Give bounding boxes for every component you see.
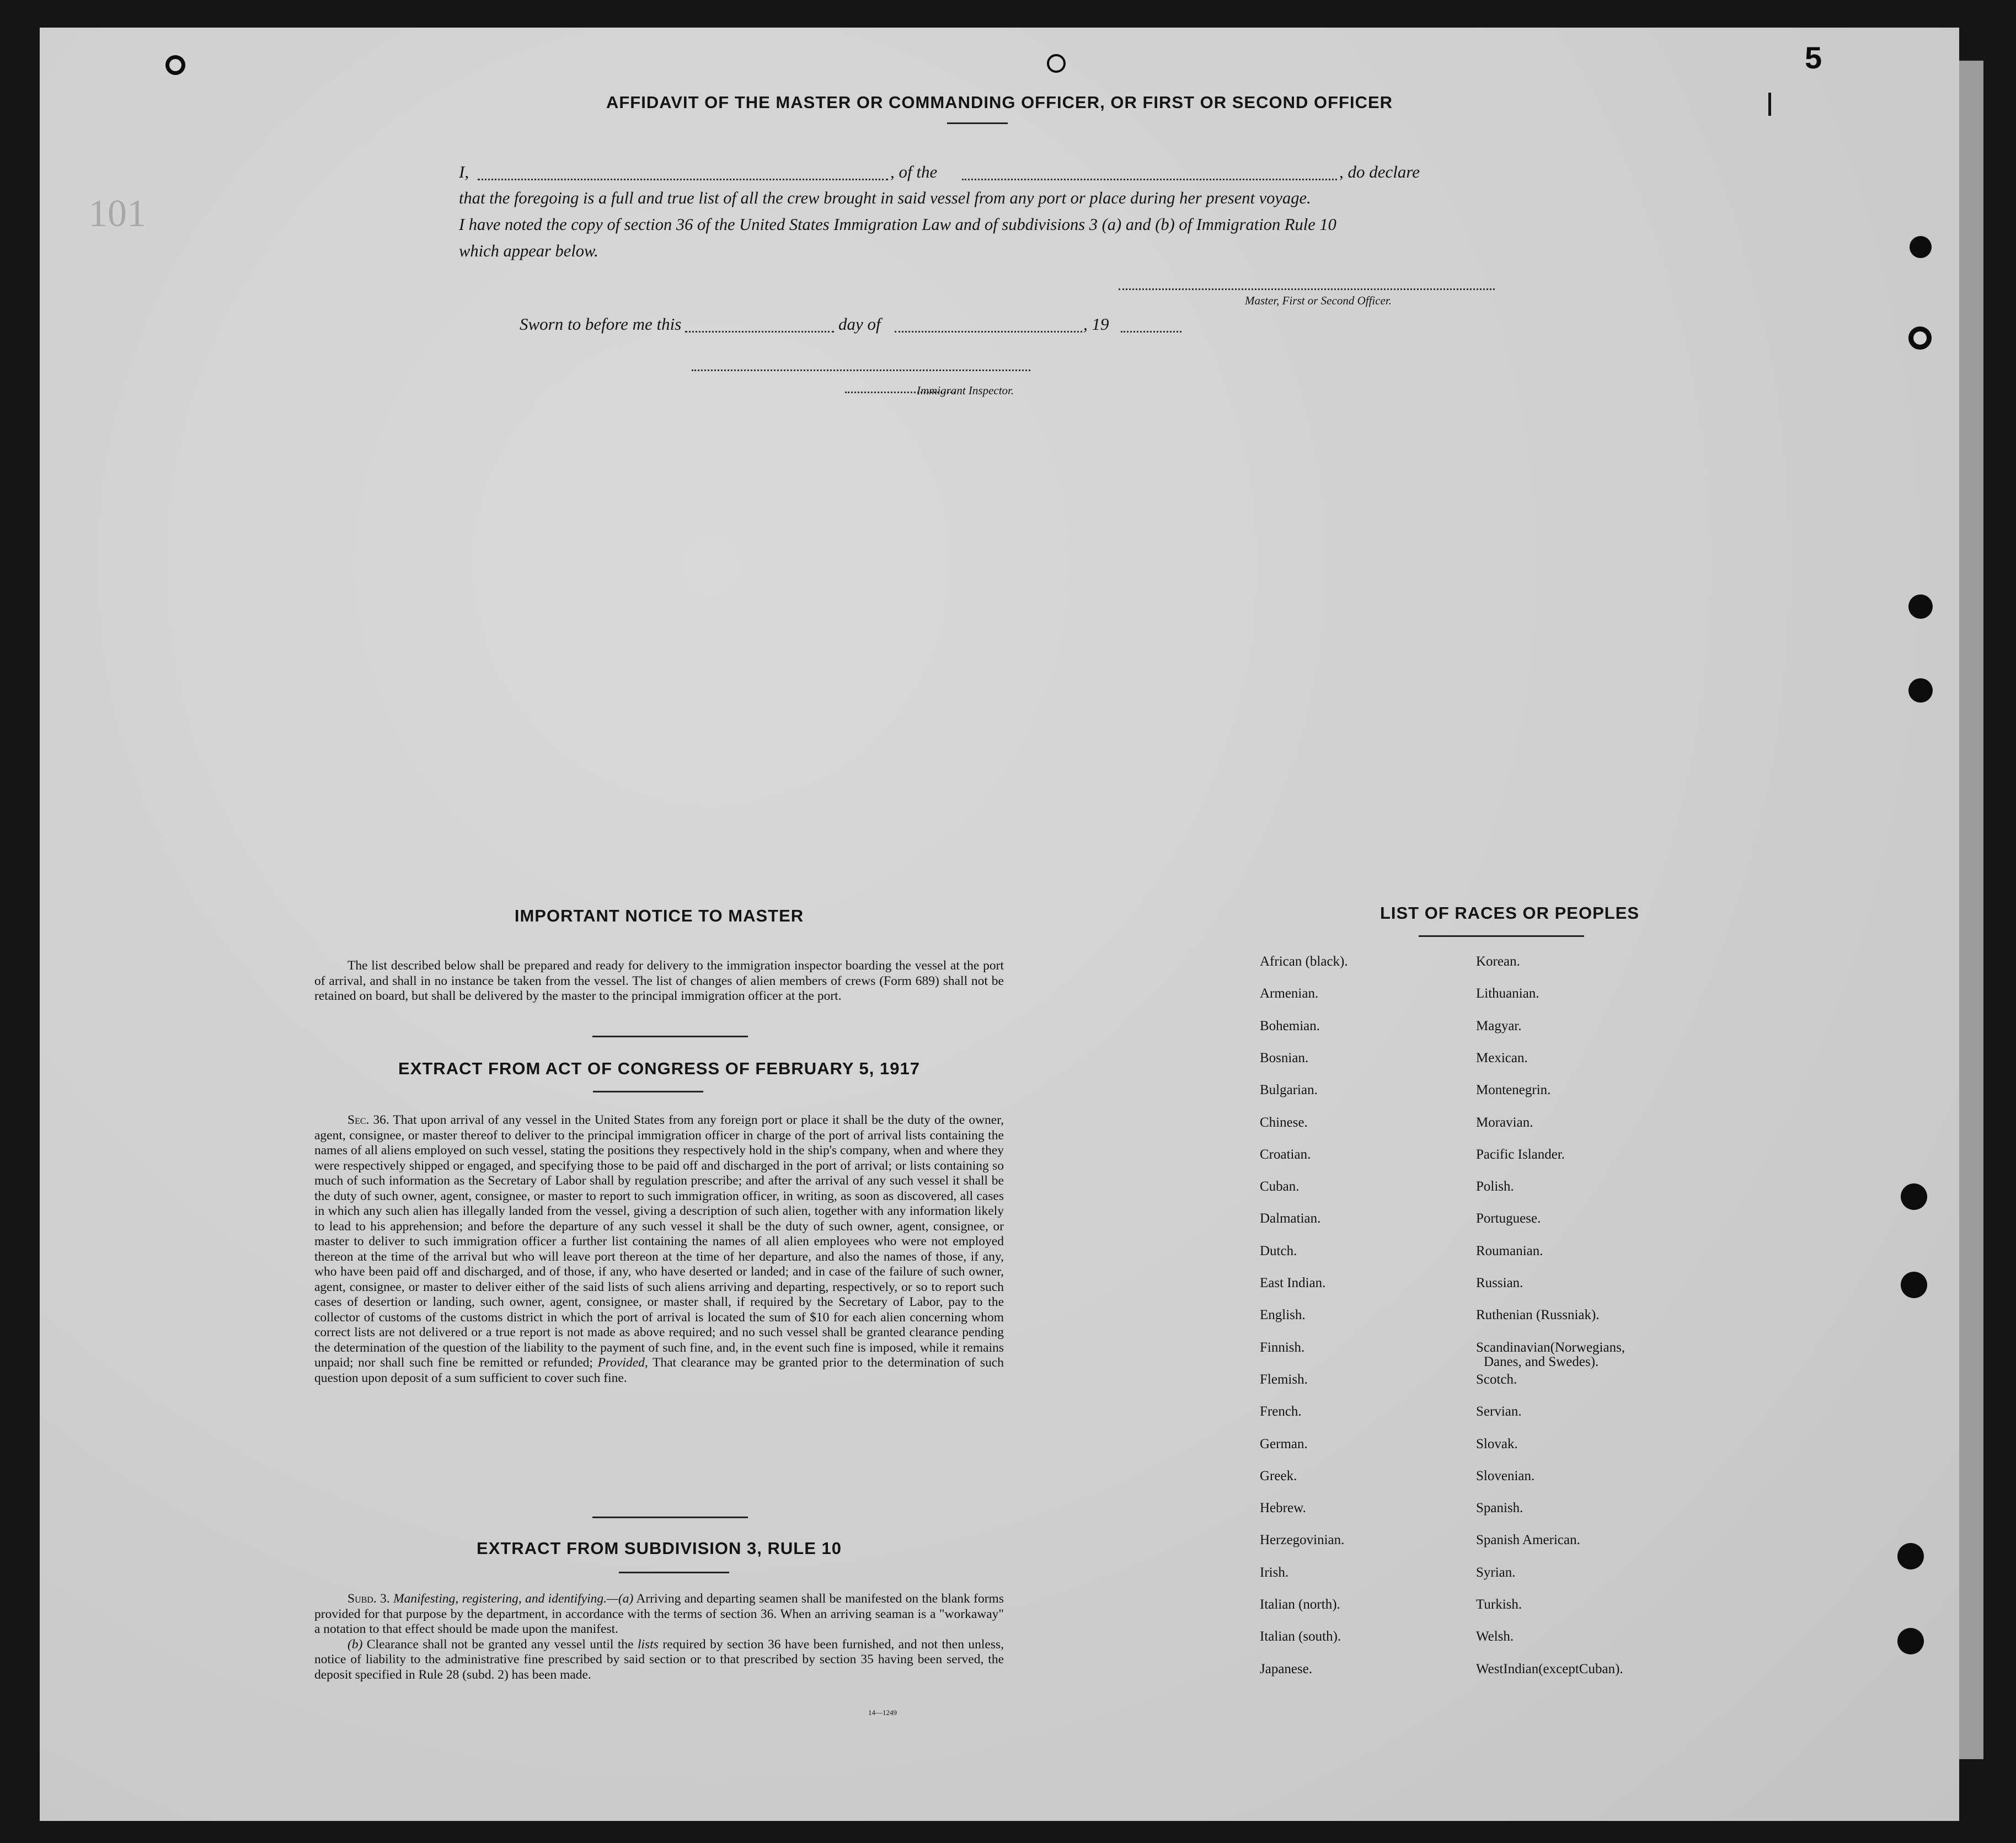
sworn-day-field[interactable] [685,331,834,333]
race-item: Moravian. [1476,1115,1533,1130]
race-item: Finnish. [1260,1340,1305,1355]
act-extract-title: EXTRACT FROM ACT OF CONGRESS OF FEBRUARY 5, 1917 [398,1059,920,1078]
rule-extract-text [314,1592,1004,1683]
act-section-36 [314,1113,1004,1386]
act-provided: Provided, [597,1356,648,1370]
rule-subd-b-lists: lists [638,1637,659,1652]
race-item: Japanese. [1260,1661,1313,1676]
race-item: East Indian. [1260,1276,1326,1290]
document-page [40,28,1959,1821]
race-item: Lithuanian. [1476,986,1539,1001]
race-item: Chinese. [1260,1115,1308,1130]
binder-hole-6 [1901,1272,1927,1298]
binding-strip [1959,61,1983,1759]
races-title-underline [1419,935,1584,937]
inspector-signature-field[interactable] [692,369,1030,371]
act-section-body: That upon arrival of any vessel in the United States from any foreign port or place it shall be the duty of the owner, agent, consignee, or master thereof to deliver to the principal immigration officer in charge of the port of arrival lists containing the names of all aliens employed on such vessel, stating the positions they respectively hold in the ship's company, when and where they were respectively shipped or engaged, and specifying those to be paid off and discharged in the port of arrival; or lists containing so much of such information as the Secretary of Labor shall by regulation prescribe; and after the arrival of any such vessel it shall be the duty of such owner, agent, consignee, or master to report to such immigration officer, in writing, as soon as discovered, all cases in which any such alien has illegally landed from the vessel, giving a description of such alien, together with any information likely to lead to his apprehension; and before the departure of any such vessel it shall be the duty of such owner, agent, consignee, or master to deliver to such immigration officer a further list containing the names of all alien employees who were not employed thereon at the time of the arrival but who will leave port thereon at the time of her departure, and also the names of those, if any, who have been paid off and discharged, and of those, if any, who have deserted or landed; and in case of the failure of such owner, agent, consignee, or master to deliver either of the said lists of such aliens arriving and departing, respectively, or so to report such cases of desertion or landing, such owner, agent, consignee, or master shall, if required by the Secretary of Labor, pay to the collector of customs of the customs district in which the port of arrival is located the sum of $10 for each alien concerning whom correct lists are not delivered or a true report is not made as above required; and no such vessel shall be granted clearance pending the determination of the question of the liability to the payment of such fine, and, in the event such fine is imposed, while it remains unpaid; nor shall such fine be remitted or refunded; [314,1113,1004,1370]
rule-subd-b [314,1637,1004,1683]
race-item: Montenegrin. [1476,1083,1551,1098]
race-item: Servian. [1476,1404,1522,1419]
race-item: Korean. [1476,954,1520,969]
rule-subd-b-text-2: required by section 36 have been furnished, and not then unless, notice of liability to the administrative fine prescribed by said section or to that prescribed by section 35 having been served, the deposit specified in Rule 28 (subd. 2) has been made. [314,1637,1004,1682]
binder-hole-5 [1901,1183,1927,1210]
race-item: Dalmatian. [1260,1211,1321,1226]
race-item: WestIndian(exceptCuban). [1476,1661,1623,1676]
race-item: Portuguese. [1476,1211,1541,1226]
race-item: Irish. [1260,1565,1289,1580]
race-item: Croatian. [1260,1146,1311,1162]
race-item: Spanish American. [1476,1533,1580,1548]
affidavit-of-the-label: , of the [890,162,938,181]
sworn-year-field[interactable] [1121,331,1181,333]
top-right-mark: 5 [1805,40,1822,75]
sworn-month-field[interactable] [895,331,1082,333]
rule-subd-a-text: Arriving and departing seamen shall be manifested on the blank forms provided for that purpose by the department, in accordance with the terms of section 36. When an arriving seaman is a "workaway" a notation to that effect should be made upon the manifest. [314,1592,1004,1636]
rule-subd-b-text-1: Clearance shall not be granted any vessel until the [366,1637,634,1652]
race-item: Magyar. [1476,1018,1522,1033]
rule-subd-label: Subd. 3. [347,1592,390,1606]
binder-hole-3 [1908,594,1933,619]
race-item: Scandinavian(Norwegians, [1476,1340,1625,1355]
affidavit-i-label: I, [459,162,469,181]
rule-subd-b-label: (b) [347,1637,363,1652]
act-title-underline [593,1091,703,1092]
vessel-name-field[interactable] [962,179,1337,180]
sworn-prefix-label: Sworn to before me this [520,314,682,334]
affidavit-title-underline [947,122,1008,124]
binder-hole-top-center [1047,54,1066,73]
race-item: Flemish. [1260,1371,1308,1387]
notice-title: IMPORTANT NOTICE TO MASTER [514,906,804,925]
race-item: Scotch. [1476,1371,1517,1387]
binder-hole-1 [1910,236,1932,258]
race-item: Dutch. [1260,1243,1297,1258]
race-item: Spanish. [1476,1501,1523,1516]
races-title: LIST OF RACES OR PEOPLES [1379,903,1640,923]
race-item: Slovenian. [1476,1468,1535,1483]
race-item: Welsh. [1476,1629,1514,1644]
race-item: Italian (north). [1260,1597,1340,1612]
binder-hole-8 [1897,1628,1924,1654]
page-number-mark: 101 [88,192,146,235]
race-item: Ruthenian (Russniak). [1476,1308,1600,1323]
binder-hole-4 [1908,678,1933,703]
race-item: Syrian. [1476,1565,1516,1580]
races-list [1260,954,1811,1743]
act-divider [592,1517,748,1518]
race-item: English. [1260,1308,1306,1323]
race-item: Slovak. [1476,1436,1518,1451]
race-item: Italian (south). [1260,1629,1341,1644]
race-item: Mexican. [1476,1050,1528,1065]
binder-hole-7 [1897,1543,1924,1569]
affidavit-declare-label: , do declare [1339,162,1420,181]
rule-title-underline [619,1572,729,1573]
race-item: Bulgarian. [1260,1083,1318,1098]
act-section-label: Sec. 36. [347,1113,389,1127]
form-number: 14—1249 [868,1708,897,1717]
pencil-tick [1768,93,1771,116]
race-item: French. [1260,1404,1302,1419]
affidavit-line-3: I have noted the copy of section 36 of the United States Immigration Law and of subdivisions 3 (a) and (b) of Immigration Rule 10 [459,215,1336,234]
notice-divider [592,1036,748,1037]
race-item: African (black). [1260,954,1348,969]
race-item: Pacific Islander. [1476,1146,1565,1162]
rule-extract-title: EXTRACT FROM SUBDIVISION 3, RULE 10 [477,1539,842,1558]
race-item: Hebrew. [1260,1501,1306,1516]
officer-signature-field[interactable] [1119,288,1495,290]
declarant-name-field[interactable] [478,179,888,180]
race-item: Cuban. [1260,1179,1300,1194]
race-item: Turkish. [1476,1597,1522,1612]
officer-signature-caption: Master, First or Second Officer. [1245,294,1392,307]
race-item: Bohemian. [1260,1018,1320,1033]
race-item: Herzegovinian. [1260,1533,1345,1548]
affidavit-line-2: that the foregoing is a full and true list of all the crew brought in said vessel from any port or place during her present voyage. [459,189,1311,207]
binder-hole-top-left [165,55,185,75]
race-item: Polish. [1476,1179,1514,1194]
affidavit-title: AFFIDAVIT OF THE MASTER OR COMMANDING OFFICER, OR FIRST OR SECOND OFFICER [606,93,1393,112]
race-item: Greek. [1260,1468,1297,1483]
race-item: Russian. [1476,1276,1523,1290]
act-extract-text [314,1113,1004,1386]
affidavit-line-4: which appear below. [459,242,598,260]
race-item: Roumanian. [1476,1243,1543,1258]
rule-subd-a [314,1592,1004,1637]
act-section-end: That clearance may be granted prior to the determination of such question upon deposit of a sum sufficient to cover such fine. [314,1356,1004,1385]
notice-paragraph: The list described below shall be prepared and ready for delivery to the immigration inspector boarding the vessel at the port of arrival, and shall in no instance be taken from the vessel. The list of changes of alien members of crews (Form 689) shall not be retained on board, but shall be delivered by the master to the principal immigration officer at the port. [314,958,1004,1003]
sworn-day-of-label: day of [838,314,881,334]
sworn-year-label: , 19 [1083,314,1109,334]
binder-hole-2 [1908,326,1932,350]
race-item: Bosnian. [1260,1050,1309,1065]
race-item: Armenian. [1260,986,1319,1001]
race-item: Danes, and Swedes). [1484,1354,1599,1369]
inspector-caption: Immigrant Inspector. [917,384,1014,397]
race-item: German. [1260,1436,1308,1451]
notice-text [314,958,1004,1004]
rule-subd-heading: Manifesting, registering, and identifying.—(a) [393,1592,634,1606]
